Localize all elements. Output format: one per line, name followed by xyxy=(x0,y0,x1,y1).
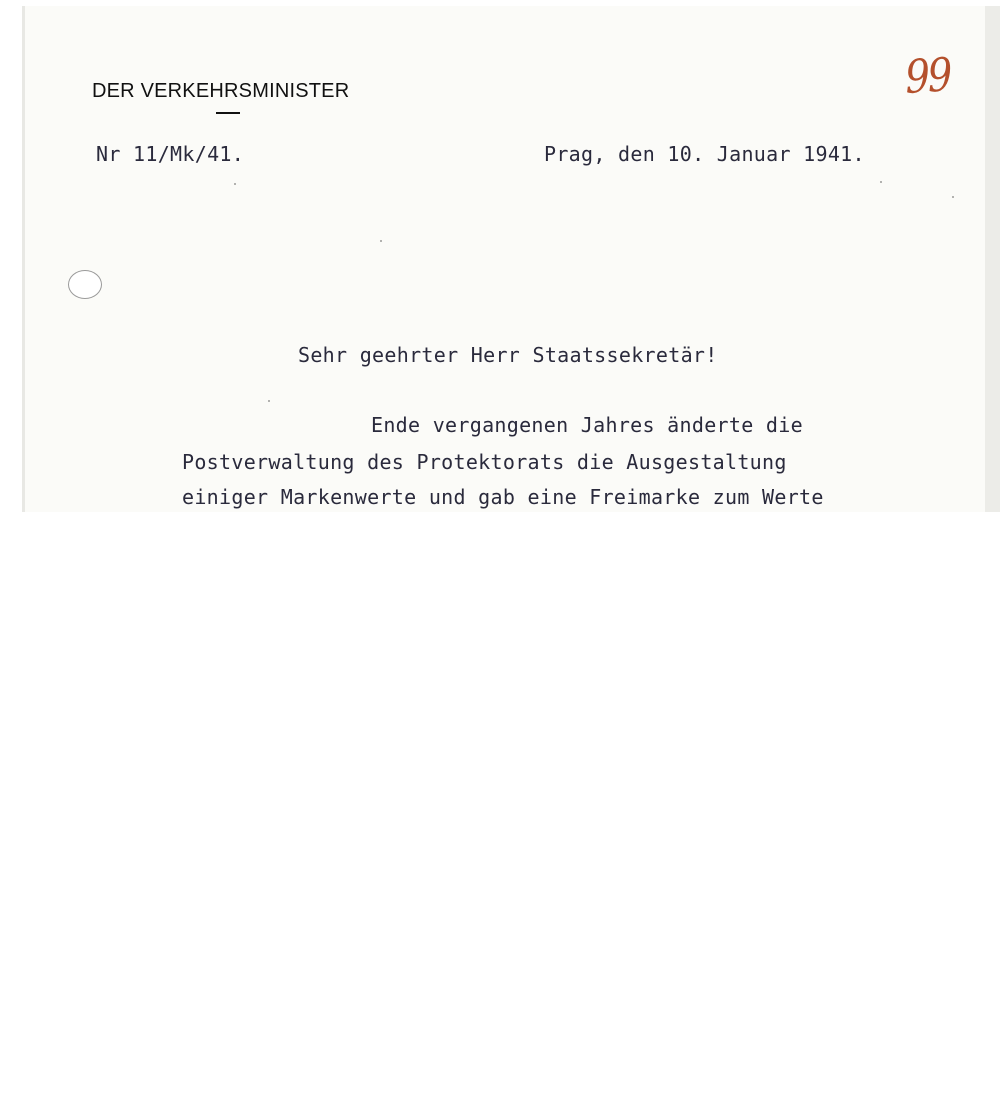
reference-number: Nr 11/Mk/41. xyxy=(96,142,245,166)
sheet-right-edge xyxy=(985,6,1000,512)
salutation: Sehr geehrter Herr Staatssekretär! xyxy=(298,343,718,367)
body-line: Ende vergangenen Jahres änderte die xyxy=(371,413,803,437)
paper-speck xyxy=(952,196,954,198)
sheet-left-edge xyxy=(22,6,25,512)
paper-speck xyxy=(380,240,382,242)
punch-hole xyxy=(68,270,102,299)
scanned-letter xyxy=(0,0,1000,512)
letterhead-title: DER VERKEHRSMINISTER xyxy=(92,80,350,102)
paper-speck xyxy=(880,181,882,183)
body-line: Postverwaltung des Protektorats die Ausgestaltung xyxy=(182,450,787,474)
letterhead-rule xyxy=(216,112,240,114)
handwritten-folio-number: 99 xyxy=(904,47,952,104)
body-line: einiger Markenwerte und gab eine Freimarke zum Werte xyxy=(182,485,824,509)
dateline: Prag, den 10. Januar 1941. xyxy=(544,142,865,166)
paper-speck xyxy=(268,400,270,402)
paper-speck xyxy=(234,183,236,185)
